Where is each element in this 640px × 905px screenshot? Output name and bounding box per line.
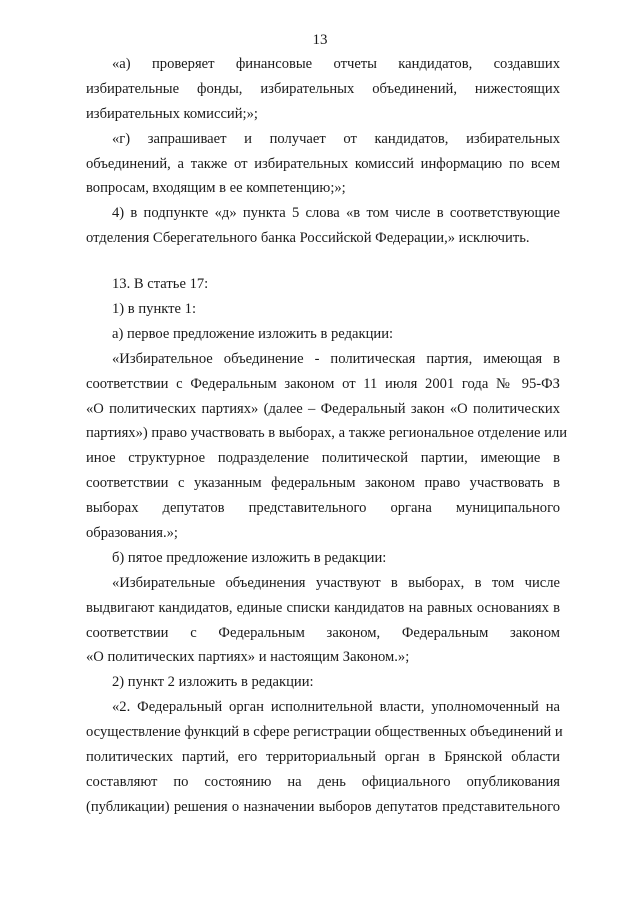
text-line: объединений, а также от избирательных комиссий информацию по всем	[86, 155, 560, 172]
text-line: соответствии с Федеральным законом, Федеральным законом	[86, 624, 560, 641]
text-line: б) пятое предложение изложить в редакции:	[112, 549, 387, 566]
text-line: образования.»;	[86, 525, 178, 542]
text-line: избирательных комиссий;»;	[86, 105, 258, 122]
paragraph-subitem-b-fifth-sentence	[60, 546, 560, 571]
text-line: «Избирательные объединения участвуют в выборах, в том числе	[112, 574, 560, 591]
text-line: «2. Федеральный орган исполнительной власти, уполномоченный на	[112, 699, 560, 716]
text-line: составляют по состоянию на день официального опубликования	[86, 773, 560, 790]
text-line: «О политических партиях» и настоящим Законом.»;	[86, 649, 410, 666]
paragraph-item-4	[60, 201, 560, 251]
paragraph-item-2	[60, 670, 560, 695]
text-line: 13. В статье 17:	[112, 276, 209, 293]
paragraph-quote-electoral-association	[60, 347, 568, 546]
document-body	[60, 52, 568, 820]
text-line: 1) в пункте 1:	[112, 301, 197, 318]
text-line: 4) в подпункте «д» пункта 5 слова «в том числе в соответствующие	[112, 205, 560, 222]
paragraph-quote-associations-participate	[60, 571, 560, 671]
page-number: 13	[312, 32, 328, 48]
text-line: «а) проверяет финансовые отчеты кандидатов, создавших	[112, 56, 560, 72]
text-line: отделения Сберегательного банка Российской Федерации,» исключить.	[86, 230, 530, 247]
paragraph-subitem-a	[60, 52, 560, 127]
text-line: «Избирательное объединение - политическая партия, имеющая в	[112, 350, 560, 367]
text-line: 2) пункт 2 изложить в редакции:	[112, 674, 314, 691]
text-line: (публикации) решения о назначении выборов депутатов представительного	[86, 798, 560, 815]
text-line: соответствии с Федеральным законом от 11 июля 2001 года № 95-ФЗ	[86, 375, 560, 392]
paragraph-item-1	[60, 297, 560, 322]
text-line: избирательные фонды, избирательных объединений, нижестоящих	[86, 80, 560, 97]
section-heading-13	[60, 272, 560, 297]
text-line: вопросам, входящим в ее компетенцию;»;	[86, 180, 346, 197]
text-line: осуществление функций в сфере регистрации общественных объединений и	[86, 724, 563, 741]
text-line: «О политических партиях» (далее – Федеральный закон «О политических	[86, 400, 560, 417]
text-line: выборах депутатов представительного органа муниципального	[86, 500, 560, 517]
text-line: иное структурное подразделение политической партии, имеющие в	[86, 450, 560, 467]
text-line: а) первое предложение изложить в редакции:	[112, 325, 394, 342]
paragraph-subitem-g	[60, 127, 560, 202]
paragraph-quote-federal-body	[60, 695, 563, 819]
text-line: политических партий, его территориальный орган в Брянской области	[86, 749, 560, 766]
paragraph-subitem-a-first-sentence	[60, 322, 560, 347]
text-line: «г) запрашивает и получает от кандидатов, избирательных	[112, 130, 560, 147]
text-line: соответствии с указанным федеральным законом право участвовать в	[86, 475, 560, 492]
text-line: выдвигают кандидатов, единые списки кандидатов на равных основаниях в	[86, 599, 560, 616]
text-line: партиях») право участвовать в выборах, а также региональное отделение или	[86, 425, 568, 442]
